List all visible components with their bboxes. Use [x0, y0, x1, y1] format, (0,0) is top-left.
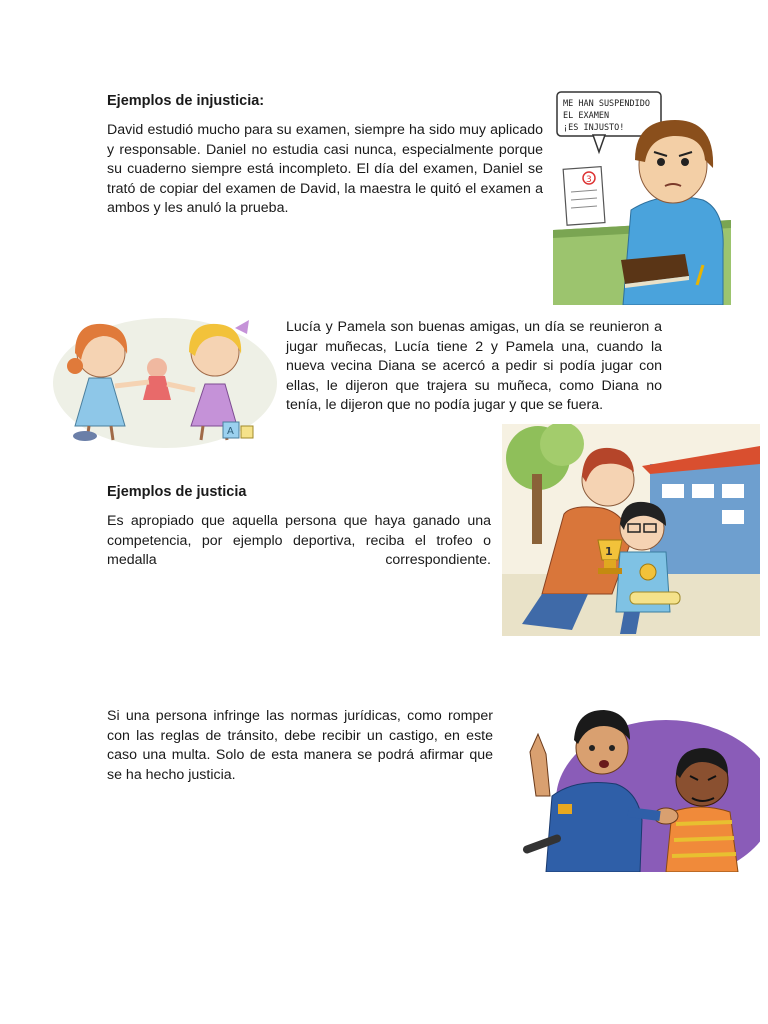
toy-block-letter: A: [227, 426, 234, 437]
dolls-illustration: [45, 308, 277, 448]
exam-illustration: [553, 90, 731, 305]
paragraph-exam: David estudió mucho para su examen, siempre ha sido muy aplicado y responsable. Daniel no estudia casi nunca, especialmente porque su cuaderno siempre está incompleto. El día del examen, Daniel se trató de copiar del examen de David, la maestra le quitó el examen a ambos y les anuló la prueba.: [107, 122, 543, 216]
paragraph-dolls: Lucía y Pamela son buenas amigas, un día se reunieron a jugar muñecas, Lucía tiene 2 y Pamela una, cuando la nueva vecina Diana se acercó a pedir si podía jugar con ellas, le dijeron que trajera su muñeca, como Diana no tenía, le dijeron que no podía jugar y que se fuera.: [286, 319, 662, 413]
speech-line-3: ¡ES INJUSTO!: [563, 123, 625, 133]
paragraph-traffic: Si una persona infringe las normas jurídicas, como romper con las reglas de tránsito, debe recibir un castigo, en este caso una multa. Solo de esta manera se podrá afirmar que se ha hecho justicia.: [107, 708, 493, 783]
heading-justicia: Ejemplos de justicia: [107, 484, 247, 500]
heading-injusticia: Ejemplos de injusticia:: [107, 93, 265, 109]
exam-grade: 3: [586, 175, 592, 185]
speech-line-1: ME HAN SUSPENDIDO: [563, 99, 650, 109]
trophy-number: 1: [605, 545, 613, 558]
police-illustration: [516, 700, 760, 872]
speech-line-2: EL EXAMEN: [563, 111, 610, 121]
trophy-illustration: [502, 424, 760, 636]
paragraph-trophy: Es apropiado que aquella persona que haya ganado una competencia, por ejemplo deportiva, reciba el trofeo o medalla correspondiente.: [107, 513, 491, 568]
